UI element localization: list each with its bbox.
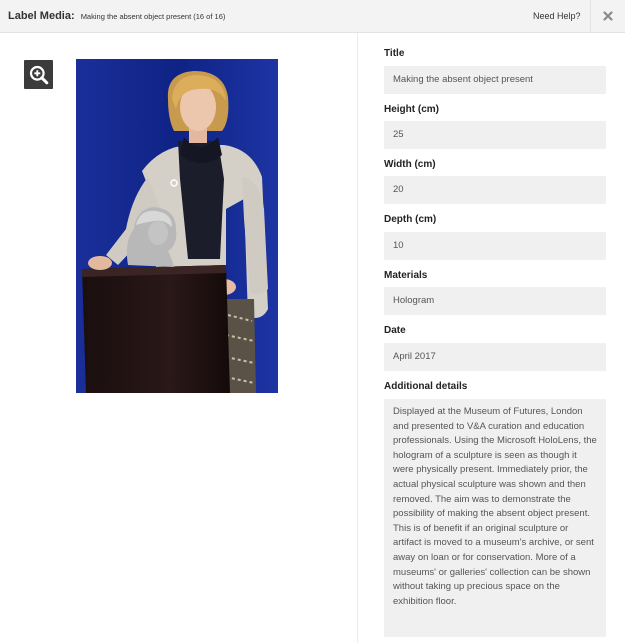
media-photo[interactable] <box>76 59 278 393</box>
media-pane <box>0 33 357 643</box>
height-label: Height (cm) <box>384 104 439 115</box>
details-label: Additional details <box>384 381 468 392</box>
width-label: Width (cm) <box>384 159 436 170</box>
dialog-subtitle: Making the absent object present (16 of 16) <box>80 12 226 21</box>
photo-woman-with-hologram-bust <box>76 59 278 393</box>
depth-field[interactable]: 10 <box>384 232 606 260</box>
depth-label: Depth (cm) <box>384 214 437 225</box>
title-label: Title <box>384 48 405 59</box>
date-field[interactable]: April 2017 <box>384 343 606 371</box>
date-label: Date <box>384 325 406 336</box>
height-field[interactable]: 25 <box>384 121 606 149</box>
zoom-in-icon <box>29 65 49 85</box>
materials-field[interactable]: Hologram <box>384 287 606 315</box>
zoom-button[interactable] <box>24 60 53 89</box>
width-field[interactable]: 20 <box>384 176 606 204</box>
dialog-header <box>0 0 625 33</box>
label-form <box>358 33 625 643</box>
dialog-title <box>8 10 225 22</box>
close-icon <box>603 11 613 21</box>
close-button[interactable] <box>591 0 625 32</box>
need-help-link[interactable]: Need Help? <box>533 11 581 21</box>
dialog-title-label: Label Media: <box>8 10 75 22</box>
title-field[interactable]: Making the absent object present <box>384 66 606 94</box>
materials-label: Materials <box>384 270 428 281</box>
details-textarea[interactable]: Displayed at the Museum of Futures, London and presented to V&A curation and education professionals. Using the Microsoft HoloLens, the hologram of a sculpture is seen as though it were physically present. Immediately prior, the actual physical sculpture was shown and then removed. The aim was to demonstrate the possibility of making the absent object present. This is of benefit if an original sculpture or artifact is moved to a museum's archive, or sent away on loan or for conservation. More of a museums' or galleries' collection can be shown without taking up precious space on the exhibition floor. <box>384 399 606 637</box>
